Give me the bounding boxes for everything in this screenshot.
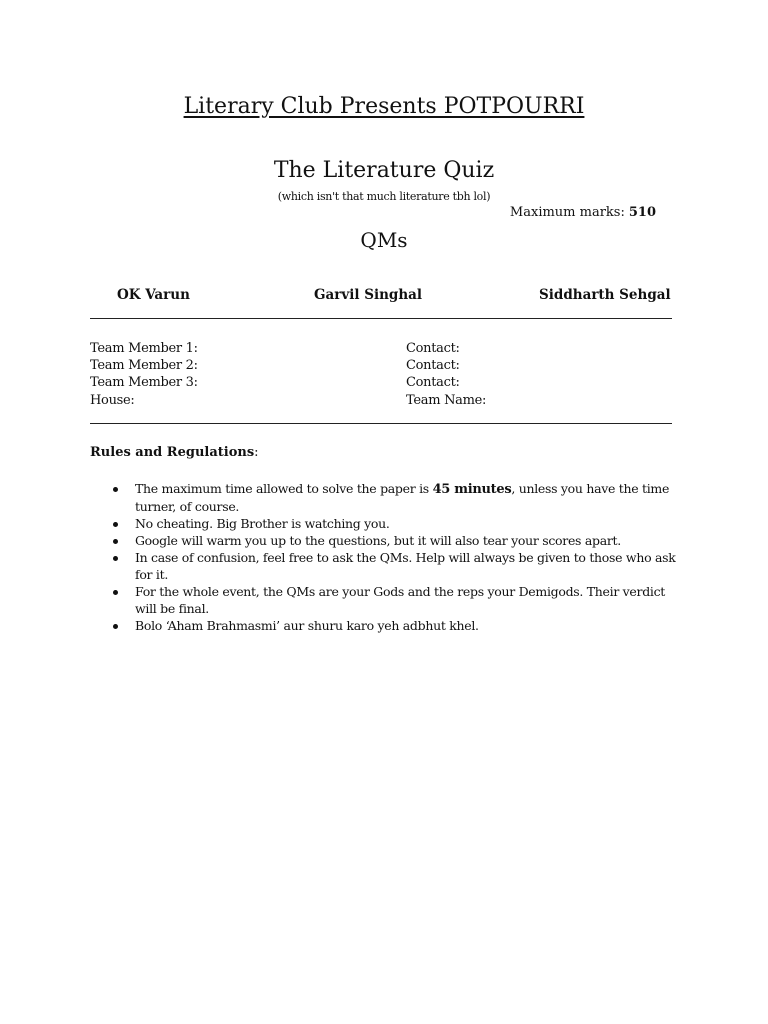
rule-item xyxy=(108,583,680,617)
rules-heading-colon: : xyxy=(254,445,259,460)
quiz-title: The Literature Quiz xyxy=(273,158,495,183)
contact-1-label: Contact: xyxy=(406,341,460,356)
rule-text: In case of confusion, feel free to ask the QMs. Help will always be given to those who ask for it. xyxy=(135,550,676,582)
rule-text: Bolo ‘Aham Brahmasmi’ aur shuru karo yeh adbhut khel. xyxy=(135,618,479,633)
maximum-marks-label: Maximum marks: xyxy=(509,205,625,220)
rule-text: For the whole event, the QMs are your Gods and the reps your Demigods. Their verdict will be final. xyxy=(135,584,666,616)
rule-highlight: 45 minutes xyxy=(432,482,512,497)
divider-line xyxy=(90,318,672,319)
team-member-3-label: Team Member 3: xyxy=(90,375,198,390)
rule-item xyxy=(108,532,680,549)
rule-item xyxy=(108,617,680,634)
qm-name: OK Varun xyxy=(117,287,190,303)
qm-name: Siddharth Sehgal xyxy=(539,287,671,303)
team-member-2-label: Team Member 2: xyxy=(90,358,198,373)
team-member-1-label: Team Member 1: xyxy=(90,341,198,356)
contact-3-label: Contact: xyxy=(406,375,460,390)
qms-heading: QMs xyxy=(360,228,408,252)
rule-text: Google will warm you up to the questions, but it will also tear your scores apart. xyxy=(135,533,621,548)
divider-line xyxy=(90,423,672,424)
house-label: House: xyxy=(90,393,135,408)
quiz-subtitle: (which isn't that much literature tbh lol) xyxy=(277,190,491,203)
qm-name: Garvil Singhal xyxy=(314,287,423,303)
rules-heading xyxy=(90,445,259,460)
rule-item xyxy=(108,549,680,583)
contact-2-label: Contact: xyxy=(406,358,460,373)
maximum-marks xyxy=(510,205,656,220)
team-name-label: Team Name: xyxy=(406,393,487,408)
rule-text: , unless you have the time turner, of course. xyxy=(135,481,670,514)
rule-text: The maximum time allowed to solve the paper is xyxy=(135,481,433,496)
club-title: Literary Club Presents POTPOURRI xyxy=(183,94,585,119)
rule-item xyxy=(108,515,680,532)
rule-item xyxy=(108,480,680,515)
rules-heading-text: Rules and Regulations xyxy=(90,445,255,460)
rules-list xyxy=(108,480,680,634)
maximum-marks-value: 510 xyxy=(628,205,656,220)
rule-text: No cheating. Big Brother is watching you. xyxy=(135,516,390,531)
